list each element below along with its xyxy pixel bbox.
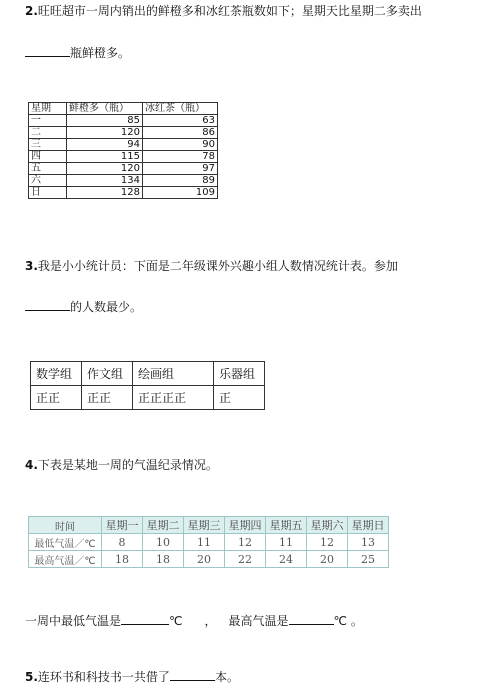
table-row — [29, 151, 218, 163]
table-row — [29, 551, 389, 568]
cell-orange: 134 — [67, 175, 143, 187]
cell-day: 三 — [29, 139, 67, 151]
cell-orange: 128 — [67, 187, 143, 199]
header-day: 星期四 — [225, 517, 266, 534]
row-label-low-temp: 最低气温／℃ — [29, 534, 102, 551]
table-row — [29, 139, 218, 151]
q2-prompt — [25, 2, 422, 19]
tally-writing: 正正 — [82, 386, 133, 410]
cell-temp: 18 — [102, 551, 143, 568]
cell-temp: 12 — [307, 534, 348, 551]
cell-orange: 120 — [67, 127, 143, 139]
cell-temp: 8 — [102, 534, 143, 551]
cell-temp: 11 — [184, 534, 225, 551]
header-day: 星期五 — [266, 517, 307, 534]
cell-temp: 20 — [184, 551, 225, 568]
tally-math: 正正 — [31, 386, 82, 410]
cell-tea: 109 — [143, 187, 218, 199]
cell-day: 二 — [29, 127, 67, 139]
table-header-row — [29, 517, 389, 534]
row-label-high-temp: 最高气温／℃ — [29, 551, 102, 568]
cell-temp: 25 — [348, 551, 389, 568]
header-day: 星期二 — [143, 517, 184, 534]
header-day: 星期三 — [184, 517, 225, 534]
table-row — [29, 115, 218, 127]
q4-low-blank[interactable] — [121, 613, 169, 625]
tally-music: 正 — [214, 386, 265, 410]
header-orange-drink: 鲜橙多（瓶） — [67, 103, 143, 115]
cell-day: 五 — [29, 163, 67, 175]
cell-temp: 18 — [143, 551, 184, 568]
cell-tea: 89 — [143, 175, 218, 187]
q4-high-blank[interactable] — [289, 613, 334, 625]
q2-sales-table — [28, 102, 218, 199]
q3-tally-table — [30, 361, 265, 410]
cell-temp: 13 — [348, 534, 389, 551]
q2-answer-line — [25, 44, 130, 61]
header-math-group: 数学组 — [31, 362, 82, 386]
cell-day: 四 — [29, 151, 67, 163]
header-writing-group: 作文组 — [82, 362, 133, 386]
q4-number: 4. — [25, 458, 38, 472]
q3-prompt — [25, 257, 398, 274]
cell-day: 六 — [29, 175, 67, 187]
q3-answer-blank[interactable] — [25, 299, 70, 311]
q4-temperature-table — [28, 516, 389, 568]
table-row — [29, 163, 218, 175]
table-row — [29, 187, 218, 199]
q2-answer-suffix: 瓶鲜橙多。 — [70, 46, 131, 60]
cell-day: 日 — [29, 187, 67, 199]
header-drawing-group: 绘画组 — [133, 362, 214, 386]
cell-temp: 24 — [266, 551, 307, 568]
table-header-row — [29, 103, 218, 115]
cell-tea: 90 — [143, 139, 218, 151]
q2-text: 旺旺超市一周内销出的鲜橙多和冰红茶瓶数如下；星期天比星期二多卖出 — [37, 4, 422, 18]
cell-tea: 78 — [143, 151, 218, 163]
cell-orange: 115 — [67, 151, 143, 163]
header-day: 星期一 — [102, 517, 143, 534]
q4-text: 下表是某地一周的气温纪录情况。 — [37, 458, 218, 472]
cell-tea: 86 — [143, 127, 218, 139]
header-iced-tea: 冰红茶（瓶） — [143, 103, 218, 115]
q4-low-prefix: 一周中最低气温是 — [25, 614, 122, 628]
header-time: 时间 — [29, 517, 102, 534]
q4-prompt — [25, 456, 218, 473]
q3-answer-line — [25, 298, 142, 315]
cell-temp: 22 — [225, 551, 266, 568]
cell-tea: 63 — [143, 115, 218, 127]
cell-orange: 94 — [67, 139, 143, 151]
q4-low-unit: ℃ — [169, 614, 183, 628]
q5-text: 连环书和科技书一共借了 — [37, 670, 170, 684]
q5-prompt — [25, 668, 239, 685]
table-row — [29, 534, 389, 551]
q2-answer-blank[interactable] — [25, 45, 70, 57]
header-music-group: 乐器组 — [214, 362, 265, 386]
header-day: 星期日 — [348, 517, 389, 534]
q4-high-unit: ℃ 。 — [333, 614, 363, 628]
cell-orange: 85 — [67, 115, 143, 127]
cell-tea: 97 — [143, 163, 218, 175]
q5-number: 5. — [25, 670, 38, 684]
cell-temp: 11 — [266, 534, 307, 551]
q4-answer-line — [25, 612, 363, 629]
q2-number: 2. — [25, 4, 38, 18]
table-row — [29, 127, 218, 139]
cell-orange: 120 — [67, 163, 143, 175]
table-header-row — [31, 362, 265, 386]
q3-text: 我是小小统计员：下面是二年级课外兴趣小组人数情况统计表。参加 — [37, 259, 398, 273]
table-row — [31, 386, 265, 410]
cell-temp: 20 — [307, 551, 348, 568]
tally-drawing: 正正正正 — [133, 386, 214, 410]
q4-high-prefix: 最高气温是 — [228, 614, 289, 628]
cell-temp: 10 — [143, 534, 184, 551]
header-day: 星期六 — [307, 517, 348, 534]
cell-day: 一 — [29, 115, 67, 127]
cell-temp: 12 — [225, 534, 266, 551]
q5-answer-blank[interactable] — [170, 669, 215, 681]
header-weekday: 星期 — [29, 103, 67, 115]
table-row — [29, 175, 218, 187]
q3-answer-suffix: 的人数最少。 — [70, 300, 143, 314]
q4-comma: ， — [204, 614, 217, 628]
q3-number: 3. — [25, 259, 38, 273]
q5-answer-suffix: 本。 — [214, 670, 239, 684]
